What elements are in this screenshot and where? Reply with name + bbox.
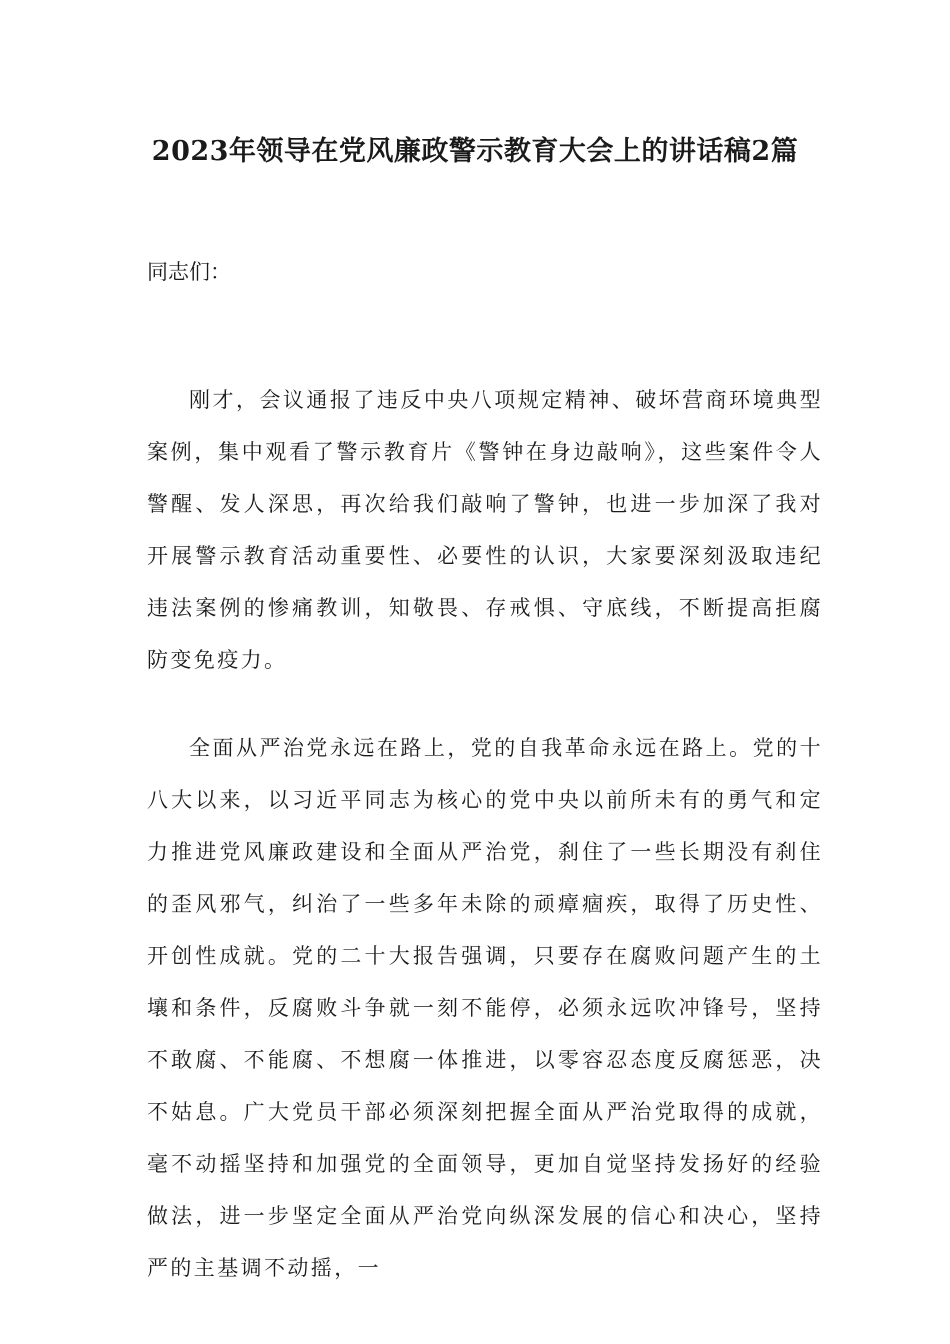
body-paragraph-2: 全面从严治党永远在路上，党的自我革命永远在路上。党的十八大以来，以习近平同志为核心的党中央以前所未有的勇气和定力推进党风廉政建设和全面从严治党，刹住了一些长期没有刹住的歪风邪气，纠治了一些多年未除的顽瘴痼疾，取得了历史性、开创性成就。党的二十大报告强调，只要存在腐败问题产生的土壤和条件，反腐败斗争就一刻不能停，必须永远吹冲锋号，坚持不敢腐、不能腐、不想腐一体推进，以零容忍态度反腐惩恶，决不姑息。广大党员干部必须深刻把握全面从严治党取得的成就，毫不动摇坚持和加强党的全面领导，更加自觉坚持发扬好的经验做法，进一步坚定全面从严治党向纵深发展的信心和决心，坚持严的主基调不动摇，一: [147, 736, 823, 1280]
document-title: 2023年领导在党风廉政警示教育大会上的讲话稿2篇: [151, 136, 799, 167]
salutation: 同志们：: [147, 260, 231, 284]
body-paragraph-1: 刚才，会议通报了违反中央八项规定精神、破坏营商环境典型案例，集中观看了警示教育片《警钟在身边敲响》，这些案件令人警醒、发人深思，再次给我们敲响了警钟，也进一步加深了我对开展警示教育活动重要性、必要性的认识，大家要深刻汲取违纪违法案例的惨痛教训，知敬畏、存戒惧、守底线，不断提高拒腐防变免疫力。: [147, 388, 823, 672]
